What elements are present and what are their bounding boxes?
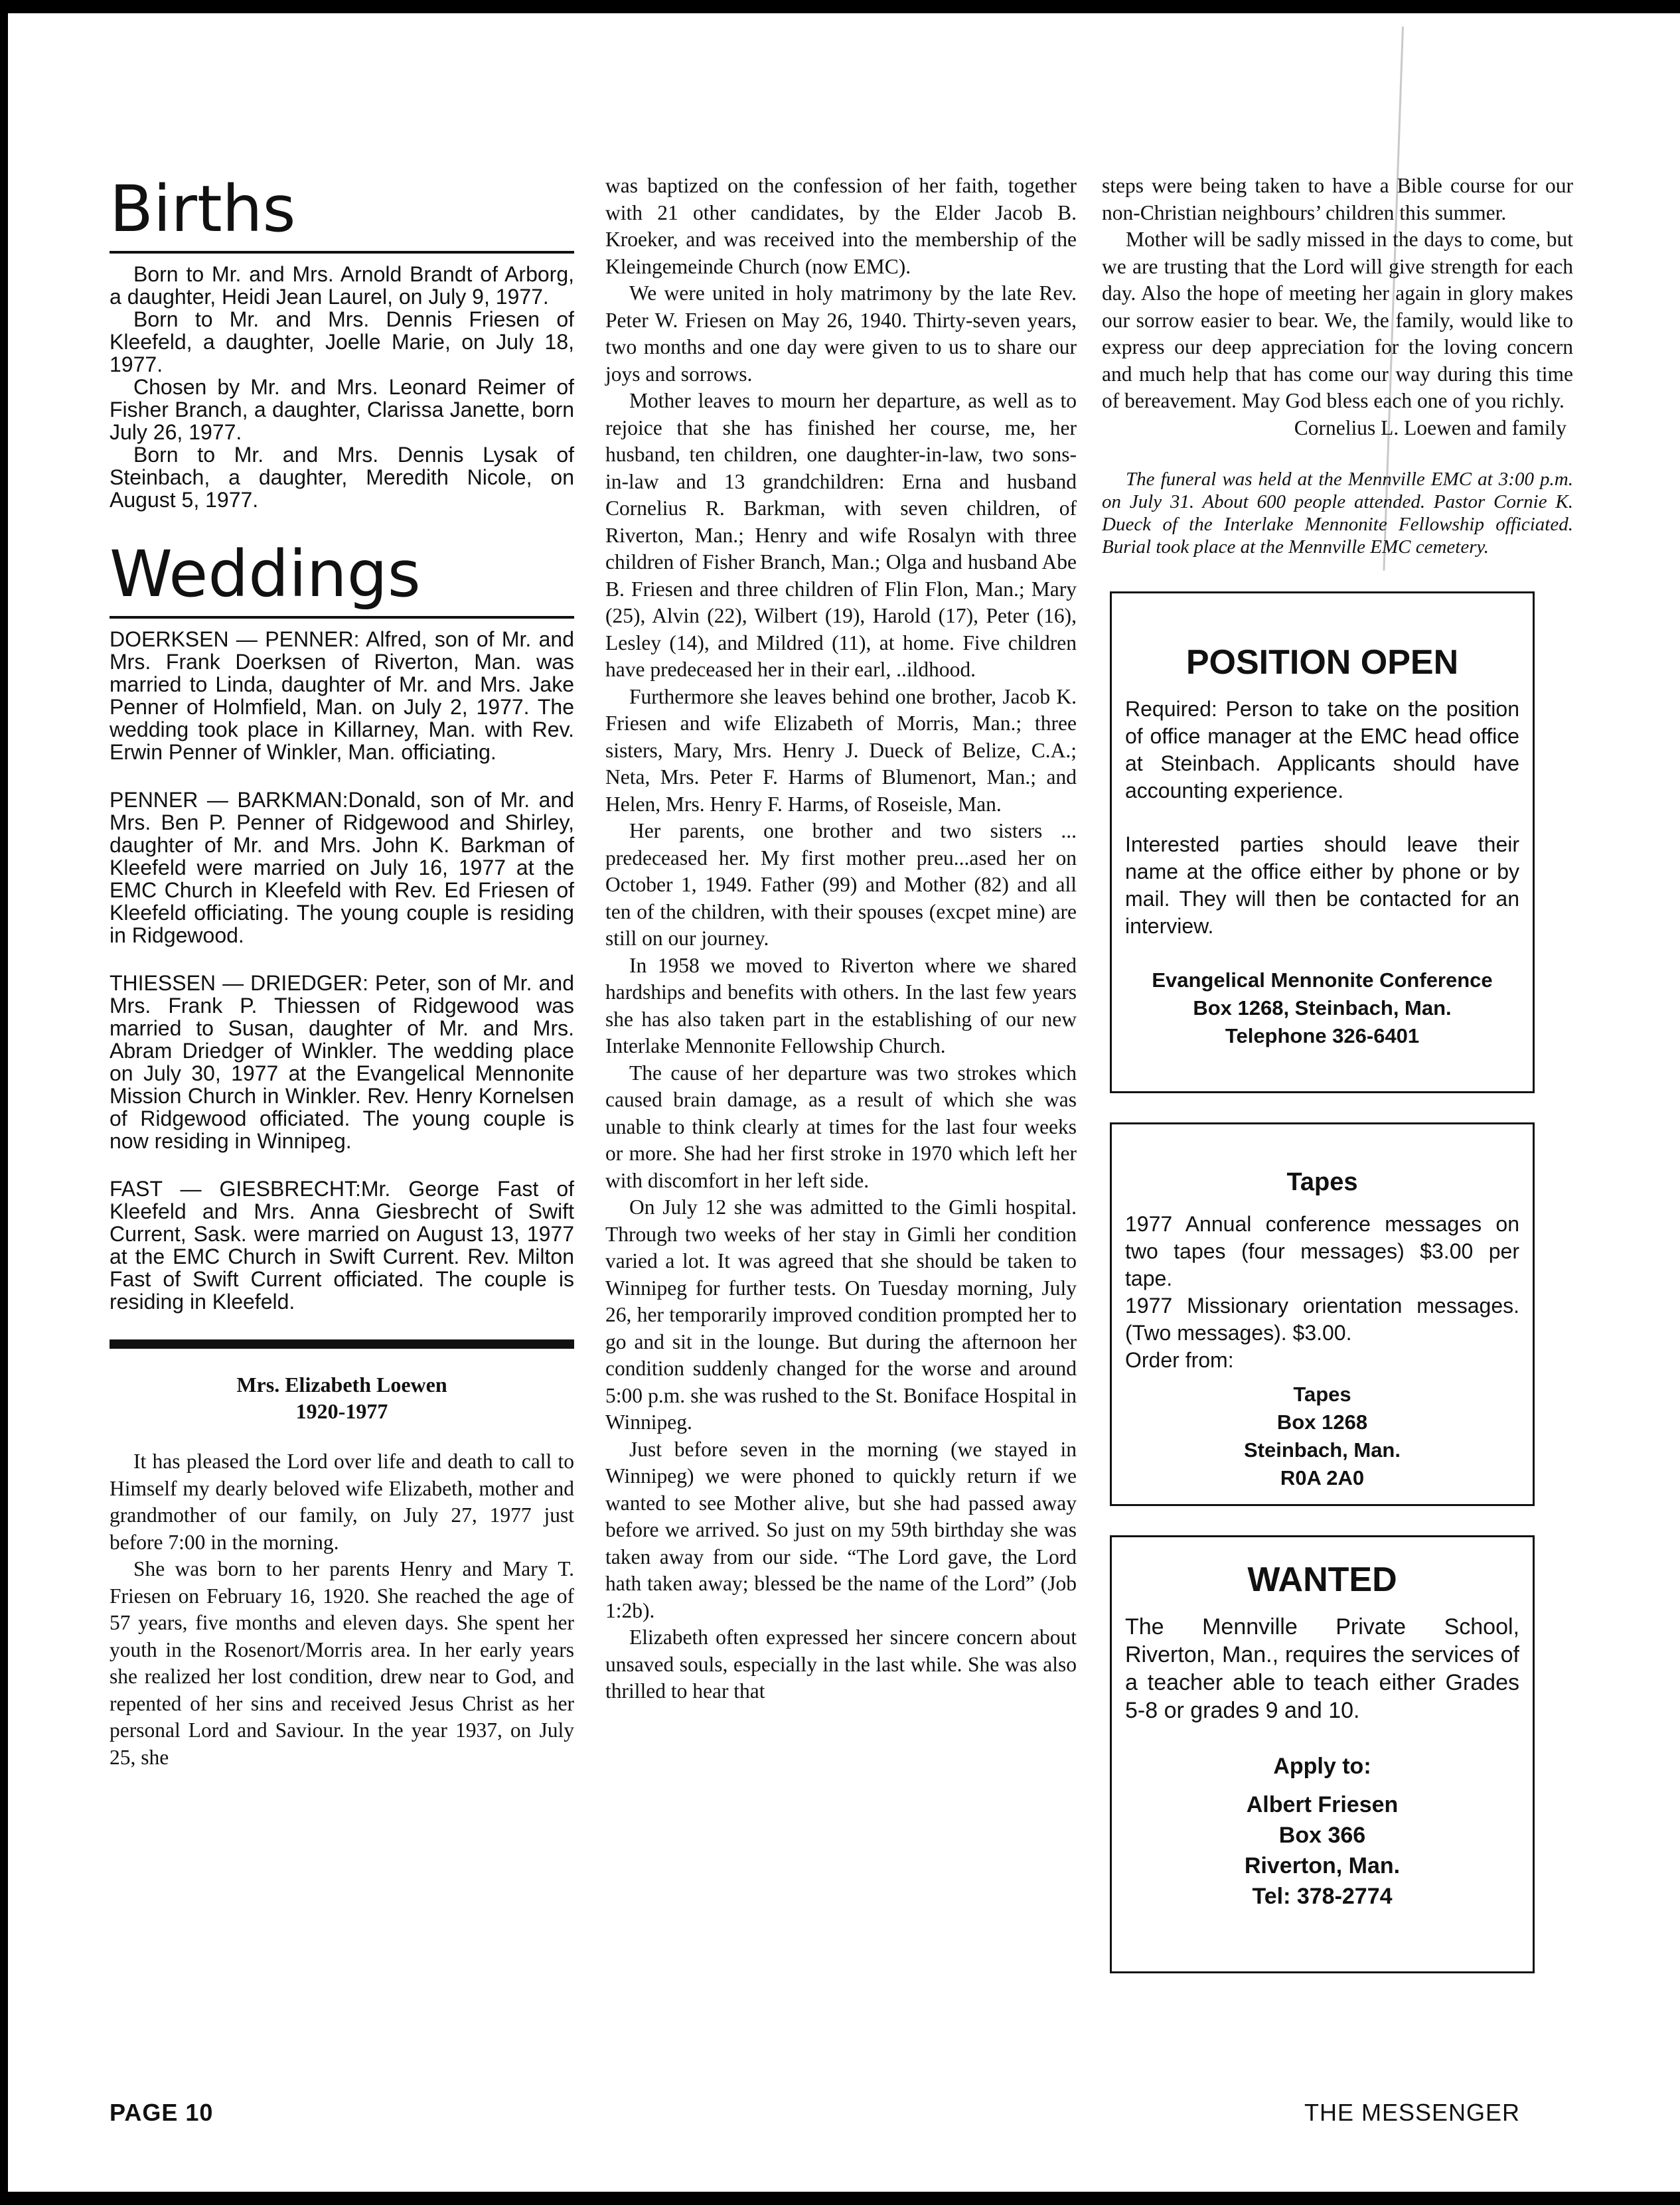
birth-item: Born to Mr. and Mrs. Dennis Friesen of Kleefeld, a daughter, Joelle Marie, on July 18, 1977.	[110, 307, 574, 376]
wedding-item: THIESSEN — DRIEDGER: Peter, son of Mr. and Mrs. Frank P. Thiessen of Ridgewood was married to Susan, daughter of Mr. and Mrs. Abram Driedger of Winkler. The wedding place on July 30, 1977 at the Evangelical Mennonite Mission Church in Winkler. Rev. Henry Kornelsen of Ridgewood officiated. The young couple is now residing in Winnipeg.	[110, 971, 574, 1153]
obituary-paragraph: The cause of her departure was two strokes which caused brain damage, as a result of which she was unable to think clearly at times for the last four weeks or more. She had her first stroke in 1970 which left her with discomfort in her left side.	[605, 1061, 1077, 1192]
birth-item: Born to Mr. and Mrs. Arnold Brandt of Arborg, a daughter, Heidi Jean Laurel, on July 9, 1977.	[110, 262, 574, 309]
tapes-title: Tapes	[1286, 1168, 1358, 1196]
obituary-paragraph: Mother leaves to mourn her departure, as well as to rejoice that she has finished her course, me, her husband, ten children, one daughter-in-law, two sons-in-law and 13 grandchildren: Erna and husband Cornelius R. Barkman, with seven children, of Riverton, Man.; Henry and wife Rosalyn with three children of Fisher Branch, Man.; Olga and husband Abe B. Friesen and three children of Flin Flon, Man.; Mary (25), Alvin (22), Wilbert (19), Harold (17), Peter (16), Lesley (14), and Mildred (11), at home. Five children have predeceased her in their earl, ..ildhood.	[605, 389, 1077, 681]
tapes-address	[1125, 1381, 1519, 1492]
obituary-paragraph: Her parents, one brother and two sisters ... predeceased her. My first mother preu...ased her on October 1, 1949. Father (99) and Mother (82) and all ten of the children, with their spouses (excpet mine) are still on our journey.	[605, 819, 1077, 950]
wanted-ad	[1110, 1535, 1535, 1973]
contact-line: Evangelical Mennonite Conference	[1152, 968, 1493, 992]
page-number: PAGE 10	[110, 2099, 214, 2126]
scan-border-left	[0, 0, 8, 2205]
funeral-note: The funeral was held at the Mennville EMC at 3:00 p.m. on July 31. About 600 people attended. Pastor Cornie K. Dueck of the Interlake Mennonite Fellowship officiated. Burial took place at the Mennville EMC cemetery.	[1102, 469, 1573, 558]
scan-border-top	[0, 0, 1680, 13]
column-right	[1102, 173, 1573, 2003]
obituary-paragraph: was baptized on the confession of her faith, together with 21 other candidates, by the Elder Jacob B. Kroeker, and was received into the membership of the Kleingemeinde Church (now EMC).	[605, 174, 1077, 278]
address-line: Tapes	[1293, 1383, 1351, 1406]
birth-item: Born to Mr. and Mrs. Dennis Lysak of Steinbach, a daughter, Meredith Nicole, on August 5, 1977.	[110, 443, 574, 512]
obituary-title	[110, 1371, 574, 1424]
obituary-paragraph: On July 12 she was admitted to the Gimli hospital. Through two weeks of her stay in Gimli her condition varied a lot. It was agreed that she should be taken to Winnipeg for further tests. On Tuesday morning, July 26, her temporarily improved condition prompted her to go and sit in the lounge. But during the afternoon her condition suddenly changed for the worse and around 5:00 p.m. she was rushed to the St. Boniface Hospital in Winnipeg.	[605, 1195, 1077, 1434]
wedding-item: PENNER — BARKMAN:Donald, son of Mr. and Mrs. Ben P. Penner of Ridgewood and Shirley, daughter of Mr. and Mrs. John K. Barkman of Kleefeld were married on July 16, 1977 at the EMC Church in Kleefeld with Rev. Ed Friesen of Kleefeld officiating. The young couple is residing in Ridgewood.	[110, 788, 574, 947]
obituary-paragraph: Furthermore she leaves behind one brother, Jacob K. Friesen and wife Elizabeth of Morris, Man.; three sisters, Mary, Mrs. Henry J. Dueck of Belize, C.A.; Neta, Mrs. Peter F. Harms of Blumenort, Man.; and Helen, Mrs. Henry F. Harms, of Roseisle, Man.	[605, 684, 1077, 816]
wedding-item: FAST — GIESBRECHT:Mr. George Fast of Kleefeld and Mrs. Anna Giesbrecht of Swift Current, Sask. were married on August 13, 1977 at the EMC Church in Swift Current. Rev. Milton Fast of Swift Current officiated. The couple is residing in Kleefeld.	[110, 1177, 574, 1314]
obituary-body-part2	[605, 173, 1077, 1705]
publication-name: THE MESSENGER	[1304, 2099, 1521, 2126]
obituary-body-part1	[110, 1448, 574, 1771]
apply-label: Apply to:	[1273, 1754, 1371, 1779]
weddings-list	[110, 628, 574, 1313]
obituary-paragraph: We were united in holy matrimony by the late Rev. Peter W. Friesen on May 26, 1940. Thirty-seven years, two months and one day were given to us to share our joys and sorrows.	[605, 281, 1077, 386]
obituary-paragraph: It has pleased the Lord over life and death to call to Himself my dearly beloved wife Elizabeth, mother and grandmother of our family, on July 27, 1977 just before 7:00 in the morning.	[110, 1450, 574, 1554]
column-middle	[605, 173, 1077, 1705]
wanted-title: WANTED	[1247, 1560, 1397, 1599]
position-open-requirement: Required: Person to take on the position of office manager at the EMC head office at Steinbach. Applicants should have accounting experience.	[1125, 697, 1519, 802]
births-heading: Births	[110, 172, 296, 246]
obituary-paragraph: Just before seven in the morning (we stayed in Winnipeg) we were phoned to quickly return if we wanted to see Mother alive, but she had passed away before we arrived. So just on my 59th birthday she was taken away from our side. “The Lord gave, the Lord hath taken away; blessed be the name of the Lord” (Job 1:2b).	[605, 1437, 1077, 1622]
obituary-name: Mrs. Elizabeth Loewen	[236, 1373, 447, 1397]
scan-border-bottom	[0, 2192, 1680, 2205]
address-line: Albert Friesen	[1246, 1792, 1399, 1817]
obituary-paragraph: steps were being taken to have a Bible course for our non-Christian neighbours’ children this summer.	[1102, 174, 1573, 224]
wanted-contact	[1125, 1751, 1519, 1912]
tapes-offer-2: 1977 Missionary orientation messages. (Two messages). $3.00.	[1125, 1294, 1519, 1345]
address-line: Steinbach, Man.	[1244, 1438, 1401, 1462]
tapes-order-label: Order from:	[1125, 1348, 1234, 1372]
obituary-divider	[110, 1339, 574, 1349]
address-line: Tel: 378-2774	[1252, 1884, 1393, 1909]
obituary-paragraph: In 1958 we moved to Riverton where we shared hardships and benefits with others. In the last few years she has also taken part in the establishing of our new Interlake Mennonite Fellowship Church.	[605, 953, 1077, 1057]
obituary-signature: Cornelius L. Loewen and family	[1294, 416, 1566, 439]
address-line: Riverton, Man.	[1244, 1853, 1401, 1878]
obituary-paragraph: She was born to her parents Henry and Mary T. Friesen on February 16, 1920. She reached the age of 57 years, five months and eleven days. She spent her youth in the Rosenort/Morris area. In her early years she realized her lost condition, drew near to God, and repented of her sins and received Jesus Christ as her personal Lord and Saviour. In the year 1937, on July 25, she	[110, 1557, 574, 1769]
obituary-body-part3	[1102, 173, 1573, 441]
obituary-paragraph: Elizabeth often expressed her sincere concern about unsaved souls, especially in the last while. She was also thrilled to hear that	[605, 1626, 1077, 1703]
tapes-ad	[1110, 1122, 1535, 1506]
address-line: Box 1268	[1276, 1410, 1368, 1434]
births-rule	[110, 251, 574, 254]
wedding-item: DOERKSEN — PENNER: Alfred, son of Mr. and Mrs. Frank Doerksen of Riverton, Man. was married to Linda, daughter of Mr. and Mrs. Jake Penner of Holmfield, Man. on July 2, 1977. The wedding took place in Killarney, Man. with Rev. Erwin Penner of Winkler, Man. officiating.	[110, 627, 574, 764]
position-open-title: POSITION OPEN	[1185, 643, 1459, 682]
position-open-contact	[1125, 966, 1519, 1050]
obituary-paragraph: Mother will be sadly missed in the days to come, but we are trusting that the Lord will give strength for each day. Also the hope of meeting her again in glory makes our sorrow easier to bear. We, the family, would like to express our deep appreciation for the loving concern and much help that has come our way during this time of bereavement. May God bless each one of you richly.	[1102, 228, 1573, 412]
column-left	[110, 173, 574, 1771]
address-line: R0A 2A0	[1280, 1466, 1365, 1489]
contact-line: Box 1268, Steinbach, Man.	[1193, 996, 1452, 1020]
obituary-years: 1920-1977	[295, 1399, 388, 1423]
births-list	[110, 263, 574, 511]
wanted-description: The Mennville Private School, Riverton, Man., requires the services of a teacher able to teach either Grades 5-8 or grades 9 and 10.	[1125, 1614, 1519, 1723]
birth-item: Chosen by Mr. and Mrs. Leonard Reimer of Fisher Branch, a daughter, Clarissa Janette, born July 26, 1977.	[110, 375, 574, 444]
weddings-rule	[110, 616, 574, 619]
tapes-offer-1: 1977 Annual conference messages on two tapes (four messages) $3.00 per tape.	[1125, 1212, 1519, 1290]
position-open-instructions: Interested parties should leave their name at the office either by phone or by mail. They will then be contacted for an interview.	[1125, 832, 1519, 938]
address-line: Box 366	[1278, 1823, 1366, 1848]
contact-line: Telephone 326-6401	[1225, 1024, 1420, 1047]
position-open-ad	[1110, 591, 1535, 1093]
weddings-heading: Weddings	[110, 537, 421, 611]
